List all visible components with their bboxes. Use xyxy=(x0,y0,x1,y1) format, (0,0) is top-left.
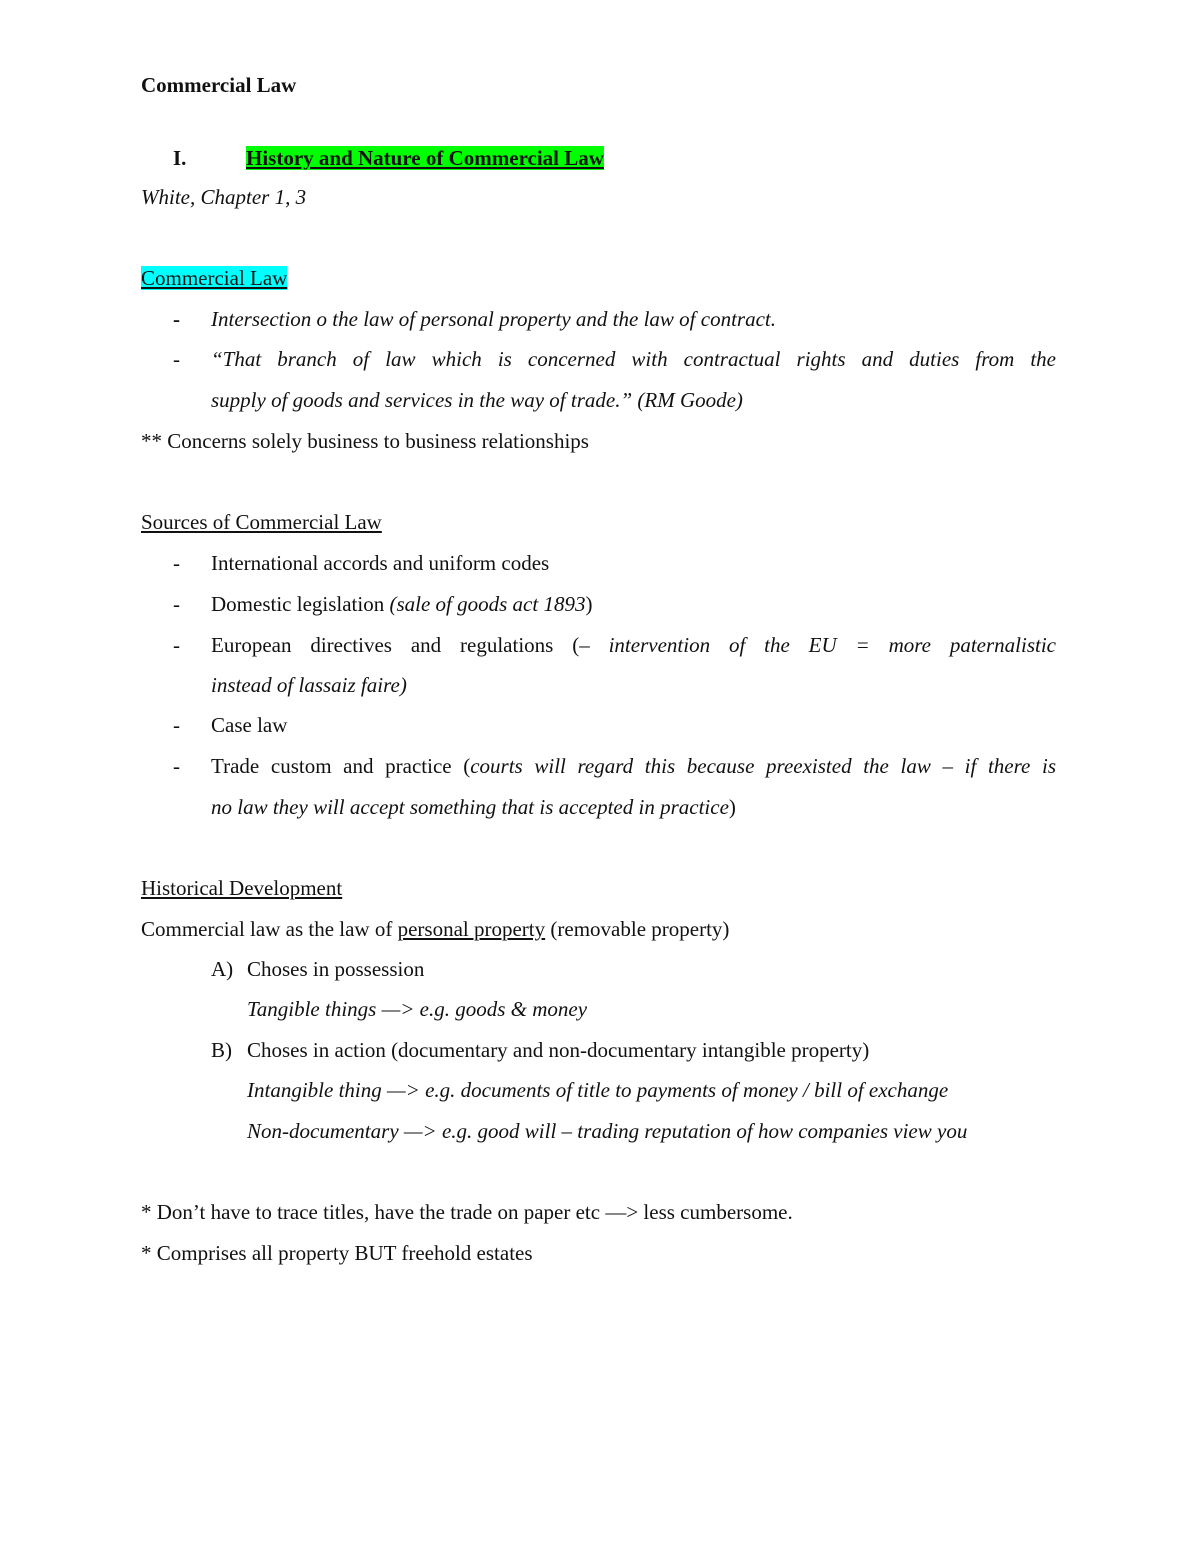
note-1: * Don’t have to trace titles, have the trade on paper etc —> less cumbersome. xyxy=(141,1200,793,1224)
bullet-dash: - xyxy=(173,754,180,778)
sources-item-5-cont-italic: no law they will accept something that is accepted in practice xyxy=(211,795,729,819)
sources-heading: Sources of Commercial Law xyxy=(141,510,382,534)
section-heading-text: History and Nature of Commercial Law xyxy=(246,146,604,170)
sources-item-5 xyxy=(211,753,1056,779)
sources-item-3 xyxy=(211,632,1056,658)
note-2: * Comprises all property BUT freehold estates xyxy=(141,1241,533,1265)
history-a-text: Choses in possession xyxy=(247,957,425,981)
doc-title: Commercial Law xyxy=(141,73,297,97)
definition-bullet-1: Intersection o the law of personal property and the law of contract. xyxy=(211,307,776,331)
history-intro-post: (removable property) xyxy=(545,917,730,941)
section-reference: White, Chapter 1, 3 xyxy=(141,185,307,209)
history-b-label: B) xyxy=(211,1038,232,1062)
definition-bullet-2-cont: supply of goods and services in the way of trade.” (RM Goode) xyxy=(211,388,743,412)
history-intro-pre: Commercial law as the law of xyxy=(141,917,398,941)
section-number: I. xyxy=(173,146,187,170)
bullet-dash: - xyxy=(173,592,180,616)
sources-item-2 xyxy=(211,591,592,617)
history-b-text: Choses in action (documentary and non-documentary intangible property) xyxy=(247,1038,870,1062)
definition-note: ** Concerns solely business to business relationships xyxy=(141,429,589,453)
sources-item-2-italic: (sale of goods act 1893 xyxy=(389,592,586,616)
sources-item-3-plain: European directives and regulations ( xyxy=(211,633,580,657)
section-heading xyxy=(246,145,604,171)
bullet-dash: - xyxy=(173,347,180,371)
history-heading: Historical Development xyxy=(141,876,343,900)
sources-item-5-italic: courts will regard this because preexisted the law – if there is xyxy=(470,754,1056,778)
sources-item-5-close: ) xyxy=(728,795,736,819)
bullet-dash: - xyxy=(173,307,180,331)
bullet-dash: - xyxy=(173,633,180,657)
history-b-sub-2: Non-documentary —> e.g. good will – trading reputation of how companies view you xyxy=(247,1119,968,1143)
sources-item-4: Case law xyxy=(211,713,288,737)
history-a-label: A) xyxy=(211,957,234,981)
sources-item-3-italic: – intervention of the EU = more paternalistic xyxy=(579,633,1056,657)
definition-heading xyxy=(141,265,287,291)
history-a-sub: Tangible things —> e.g. goods & money xyxy=(247,997,588,1021)
sources-item-5-cont xyxy=(211,794,736,820)
sources-item-5-plain: Trade custom and practice ( xyxy=(211,754,471,778)
bullet-dash: - xyxy=(173,713,180,737)
history-intro-underlined: personal property xyxy=(397,917,546,941)
definition-bullet-2: “That branch of law which is concerned with contractual rights and duties from the xyxy=(211,347,1056,371)
bullet-dash: - xyxy=(173,551,180,575)
sources-item-3-cont: instead of lassaiz faire) xyxy=(211,673,407,697)
sources-item-2-plain: Domestic legislation xyxy=(211,592,390,616)
history-b-sub-1: Intangible thing —> e.g. documents of title to payments of money / bill of exchange xyxy=(247,1078,949,1102)
sources-item-1: International accords and uniform codes xyxy=(211,551,550,575)
sources-item-2-close: ) xyxy=(585,592,593,616)
history-intro xyxy=(141,916,729,942)
definition-heading-text: Commercial Law xyxy=(141,266,288,290)
